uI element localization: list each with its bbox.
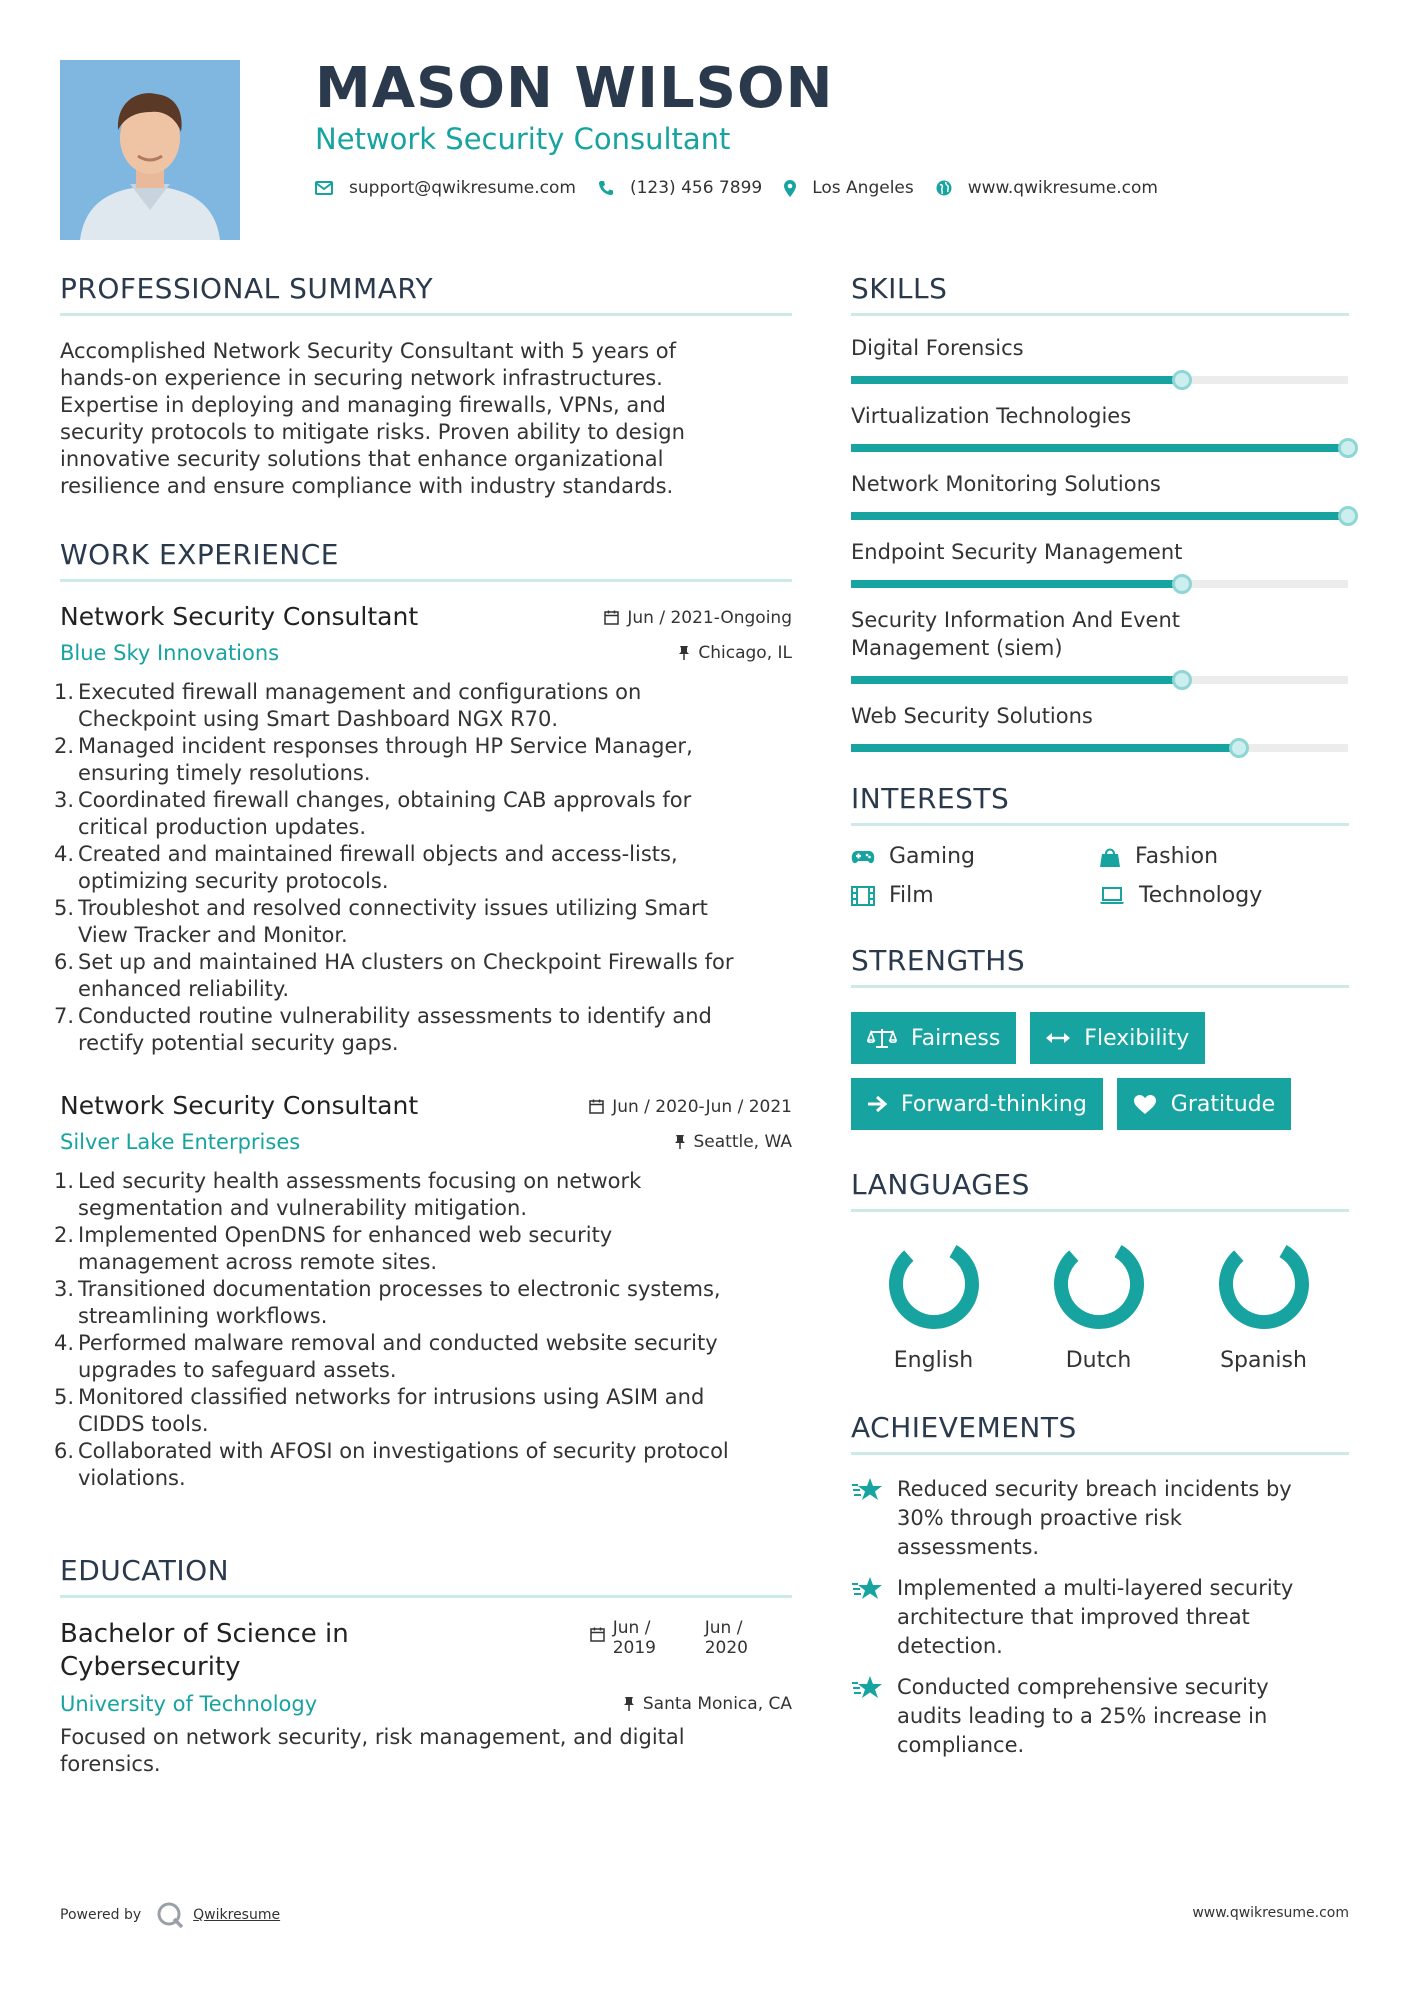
contact-email-text: support@qwikresume.com xyxy=(349,178,576,198)
list-number: 1. xyxy=(54,1169,75,1193)
strength-tag xyxy=(851,1012,1016,1064)
envelope-icon xyxy=(315,181,333,195)
star-icon xyxy=(851,1477,883,1503)
balance-scale-icon xyxy=(867,1027,897,1049)
candidate-title: Network Security Consultant xyxy=(315,122,731,156)
education-entry xyxy=(60,1618,792,1778)
list-line: segmentation and vulnerability mitigation. xyxy=(78,1196,527,1220)
skill-bar xyxy=(851,744,1348,752)
achievement-text xyxy=(897,1673,1269,1760)
list-number: 2. xyxy=(54,1223,75,1247)
summary-line: security protocols to mitigate risks. Proven ability to design xyxy=(60,420,685,444)
skill-bar xyxy=(851,512,1348,520)
summary-line: Expertise in deploying and managing firewalls, VPNs, and xyxy=(60,393,666,417)
summary-line: hands-on experience in securing network infrastructures. xyxy=(60,366,663,390)
job-title: Network Security Consultant xyxy=(60,602,419,631)
language-item xyxy=(1016,1236,1181,1373)
pushpin-icon xyxy=(678,645,690,661)
pushpin-icon xyxy=(674,1134,686,1150)
pushpin-icon xyxy=(623,1696,635,1712)
calendar-icon xyxy=(590,1627,605,1642)
company-name: Blue Sky Innovations xyxy=(60,641,280,665)
summary-line: resilience and ensure compliance with industry standards. xyxy=(60,474,674,498)
shopping-bag-icon xyxy=(1099,846,1121,868)
skills-list xyxy=(851,334,1349,752)
left-column xyxy=(54,272,792,1778)
degree-line: Bachelor of Science in xyxy=(60,1619,349,1649)
list-line: Led security health assessments focusing on network xyxy=(78,1169,642,1193)
list-number: 1. xyxy=(54,680,75,704)
language-ring-arc xyxy=(886,1236,982,1332)
summary-heading: PROFESSIONAL SUMMARY xyxy=(60,272,792,316)
skill-name-line: Management (siem) xyxy=(851,636,1063,660)
skill-bar-knob xyxy=(1338,438,1358,458)
list-line: Set up and maintained HA clusters on Checkpoint Firewalls for xyxy=(78,950,734,974)
arrow-right-icon xyxy=(867,1095,887,1113)
interest-label: Gaming xyxy=(889,844,975,869)
achievement-line: Reduced security breach incidents by xyxy=(897,1477,1292,1501)
skill-item xyxy=(851,402,1349,452)
skill-item xyxy=(851,538,1349,588)
achievement-text xyxy=(897,1574,1293,1661)
interests-heading: INTERESTS xyxy=(851,782,1349,826)
interest-item xyxy=(1099,883,1347,908)
list-line: enhanced reliability. xyxy=(78,977,289,1001)
list-item xyxy=(54,679,792,733)
contact-location-text: Los Angeles xyxy=(812,178,914,198)
job-dates: Jun / 2021-Ongoing xyxy=(627,607,792,628)
degree-title xyxy=(60,1618,400,1684)
list-line: Implemented OpenDNS for enhanced web security xyxy=(78,1223,613,1247)
job-dates: Jun / 2020-Jun / 2021 xyxy=(612,1096,792,1117)
skill-bar-fill xyxy=(851,376,1182,384)
list-line: Coordinated firewall changes, obtaining CAB approvals for xyxy=(78,788,692,812)
contact-phone[interactable] xyxy=(598,178,762,198)
job-entry xyxy=(54,602,792,1057)
skill-item xyxy=(851,470,1349,520)
list-line: optimizing security protocols. xyxy=(78,869,389,893)
list-line: streamlining workflows. xyxy=(78,1304,328,1328)
skill-bar-knob xyxy=(1229,738,1249,758)
list-line: upgrades to safeguard assets. xyxy=(78,1358,397,1382)
list-item xyxy=(54,733,792,787)
education-heading: EDUCATION xyxy=(60,1554,792,1598)
interest-item xyxy=(851,844,1099,869)
list-number: 2. xyxy=(54,734,75,758)
edu-start-month: Jun / xyxy=(612,1618,651,1638)
language-label: English xyxy=(893,1348,974,1373)
achievement-item xyxy=(851,1475,1349,1562)
achievements-heading: ACHIEVEMENTS xyxy=(851,1411,1349,1455)
edu-desc-line: Focused on network security, risk management, and digital xyxy=(60,1725,685,1749)
list-item xyxy=(54,1003,792,1057)
languages-list xyxy=(851,1236,1349,1373)
education-description xyxy=(60,1724,792,1778)
languages-heading: LANGUAGES xyxy=(851,1168,1349,1212)
skills-heading: SKILLS xyxy=(851,272,1349,316)
list-line: Monitored classified networks for intrusions using ASIM and xyxy=(78,1385,705,1409)
list-item xyxy=(54,895,792,949)
contact-location xyxy=(784,178,914,198)
qwikresume-link[interactable]: Qwikresume xyxy=(193,1907,281,1923)
job-entry xyxy=(54,1091,792,1492)
list-line: Executed firewall management and configurations on xyxy=(78,680,642,704)
list-item xyxy=(54,1438,792,1492)
list-line: management across remote sites. xyxy=(78,1250,438,1274)
achievement-text xyxy=(897,1475,1292,1562)
skill-name: Digital Forensics xyxy=(851,336,1024,360)
language-ring-arc xyxy=(1051,1236,1147,1332)
skill-bar xyxy=(851,376,1348,384)
job-location: Chicago, IL xyxy=(698,643,792,663)
right-column xyxy=(851,272,1349,1772)
list-number: 6. xyxy=(54,950,75,974)
contact-email[interactable] xyxy=(315,178,576,198)
skill-bar xyxy=(851,444,1348,452)
edu-end-month: Jun / xyxy=(704,1618,743,1638)
strength-label: Fairness xyxy=(911,1025,1001,1051)
summary-line: Accomplished Network Security Consultant with 5 years of xyxy=(60,339,677,363)
achievements-list xyxy=(851,1475,1349,1760)
language-ring xyxy=(1216,1236,1312,1332)
school-location: Santa Monica, CA xyxy=(642,1694,792,1714)
skill-name-line: Security Information And Event xyxy=(851,608,1180,632)
interest-item xyxy=(851,883,1099,908)
list-line: CIDDS tools. xyxy=(78,1412,209,1436)
job-title: Network Security Consultant xyxy=(60,1091,419,1120)
skill-item xyxy=(851,606,1349,684)
heart-icon xyxy=(1133,1094,1157,1115)
skill-item xyxy=(851,334,1349,384)
skill-bar-knob xyxy=(1172,574,1192,594)
skill-bar xyxy=(851,676,1348,684)
summary-text xyxy=(60,338,792,500)
list-line: Managed incident responses through HP Service Manager, xyxy=(78,734,693,758)
skill-bar-fill xyxy=(851,444,1348,452)
skill-bar-knob xyxy=(1172,370,1192,390)
achievement-line: Implemented a multi-layered security xyxy=(897,1576,1294,1600)
strength-tag xyxy=(1117,1078,1291,1130)
profile-photo xyxy=(60,60,240,240)
job-bullets xyxy=(54,679,792,1057)
skill-bar-fill xyxy=(851,744,1239,752)
language-ring xyxy=(886,1236,982,1332)
strengths-list xyxy=(851,1012,1349,1130)
contact-website-text: www.qwikresume.com xyxy=(967,178,1158,198)
list-line: Performed malware removal and conducted website security xyxy=(78,1331,718,1355)
skill-item xyxy=(851,702,1349,752)
strength-tag xyxy=(851,1078,1103,1130)
skill-name: Endpoint Security Management xyxy=(851,540,1183,564)
list-number: 4. xyxy=(54,1331,75,1355)
skill-bar-fill xyxy=(851,512,1348,520)
achievement-item xyxy=(851,1673,1349,1760)
achievement-line: architecture that improved threat xyxy=(897,1605,1250,1629)
list-line: violations. xyxy=(78,1466,186,1490)
interest-label: Technology xyxy=(1139,883,1263,908)
skill-bar-fill xyxy=(851,580,1182,588)
job-location: Seattle, WA xyxy=(693,1132,792,1152)
edu-end-year: 2020 xyxy=(704,1638,748,1658)
edu-start-year: 2019 xyxy=(612,1638,656,1658)
list-number: 5. xyxy=(54,1385,75,1409)
calendar-icon xyxy=(589,1099,604,1114)
achievement-line: detection. xyxy=(897,1634,1003,1658)
contact-bar xyxy=(315,178,1180,198)
list-number: 4. xyxy=(54,842,75,866)
strength-label: Gratitude xyxy=(1170,1091,1276,1117)
skill-bar-knob xyxy=(1172,670,1192,690)
laptop-icon xyxy=(1099,887,1125,905)
list-line: critical production updates. xyxy=(78,815,367,839)
list-line: View Tracker and Monitor. xyxy=(78,923,348,947)
achievement-line: assessments. xyxy=(897,1535,1040,1559)
list-item xyxy=(54,1168,792,1222)
list-item xyxy=(54,787,792,841)
interests-list xyxy=(851,844,1349,908)
footer-website[interactable]: www.qwikresume.com xyxy=(1192,1905,1349,1921)
skill-name: Web Security Solutions xyxy=(851,704,1093,728)
school-name: University of Technology xyxy=(60,1692,318,1716)
list-line: rectify potential security gaps. xyxy=(78,1031,399,1055)
achievement-line: 30% through proactive risk xyxy=(897,1506,1182,1530)
skill-bar xyxy=(851,580,1348,588)
list-line: Conducted routine vulnerability assessments to identify and xyxy=(78,1004,712,1028)
strength-label: Forward-thinking xyxy=(901,1091,1087,1117)
language-item xyxy=(1181,1236,1346,1373)
language-label: Dutch xyxy=(1065,1348,1132,1373)
phone-icon xyxy=(598,180,614,196)
achievement-line: compliance. xyxy=(897,1733,1025,1757)
strengths-heading: STRENGTHS xyxy=(851,944,1349,988)
language-ring-arc xyxy=(1216,1236,1312,1332)
degree-line: Cybersecurity xyxy=(60,1652,241,1682)
experience-heading: WORK EXPERIENCE xyxy=(60,538,792,582)
arrows-horizontal-icon xyxy=(1046,1032,1070,1044)
gamepad-icon xyxy=(851,849,875,865)
map-marker-icon xyxy=(784,180,796,197)
language-item xyxy=(851,1236,1016,1373)
edu-desc-line: forensics. xyxy=(60,1752,161,1776)
achievement-item xyxy=(851,1574,1349,1661)
list-item xyxy=(54,949,792,1003)
interest-label: Fashion xyxy=(1135,844,1219,869)
interest-item xyxy=(1099,844,1347,869)
contact-phone-text: (123) 456 7899 xyxy=(629,178,763,198)
footer-powered-by xyxy=(60,1900,280,1930)
strength-label: Flexibility xyxy=(1084,1025,1190,1051)
globe-icon xyxy=(936,180,952,196)
language-label: Spanish xyxy=(1220,1348,1307,1373)
list-item xyxy=(54,1276,792,1330)
qwikresume-logo-icon xyxy=(155,1900,185,1930)
achievement-line: Conducted comprehensive security xyxy=(897,1675,1269,1699)
list-number: 6. xyxy=(54,1439,75,1463)
calendar-icon xyxy=(604,610,619,625)
list-number: 5. xyxy=(54,896,75,920)
job-bullets xyxy=(54,1168,792,1492)
skill-bar-fill xyxy=(851,676,1182,684)
star-icon xyxy=(851,1675,883,1701)
company-name: Silver Lake Enterprises xyxy=(60,1130,301,1154)
list-line: Collaborated with AFOSI on investigations of security protocol xyxy=(78,1439,729,1463)
achievement-line: audits leading to a 25% increase in xyxy=(897,1704,1268,1728)
list-line: ensuring timely resolutions. xyxy=(78,761,371,785)
contact-website[interactable] xyxy=(936,178,1158,198)
skill-name xyxy=(851,606,1349,662)
candidate-name: MASON WILSON xyxy=(315,56,834,121)
list-line: Troubleshot and resolved connectivity issues utilizing Smart xyxy=(78,896,708,920)
language-ring xyxy=(1051,1236,1147,1332)
list-number: 3. xyxy=(54,1277,75,1301)
list-item xyxy=(54,1222,792,1276)
list-number: 7. xyxy=(54,1004,75,1028)
film-icon xyxy=(851,886,875,906)
skill-name: Network Monitoring Solutions xyxy=(851,472,1161,496)
list-number: 3. xyxy=(54,788,75,812)
skill-name: Virtualization Technologies xyxy=(851,404,1132,428)
list-item xyxy=(54,841,792,895)
powered-by-text: Powered by xyxy=(60,1907,142,1923)
interest-label: Film xyxy=(889,883,934,908)
summary-line: innovative security solutions that enhance organizational xyxy=(60,447,664,471)
list-line: Checkpoint using Smart Dashboard NGX R70. xyxy=(78,707,559,731)
strength-tag xyxy=(1030,1012,1205,1064)
list-line: Created and maintained firewall objects and access-lists, xyxy=(78,842,678,866)
list-item xyxy=(54,1384,792,1438)
list-item xyxy=(54,1330,792,1384)
star-icon xyxy=(851,1576,883,1602)
list-line: Transitioned documentation processes to electronic systems, xyxy=(78,1277,721,1301)
skill-bar-knob xyxy=(1338,506,1358,526)
